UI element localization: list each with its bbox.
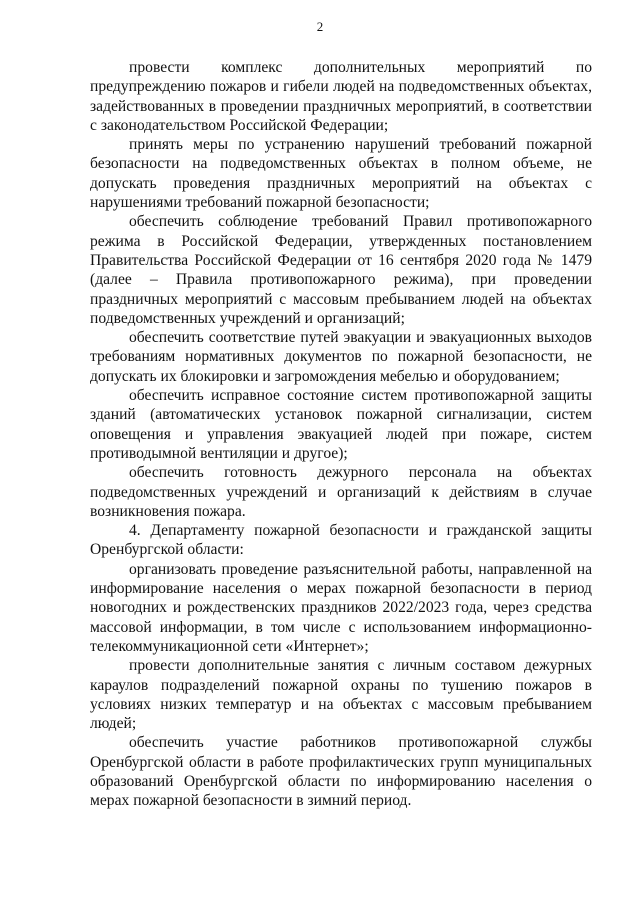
paragraph: обеспечить участие работников противопожарной службы Оренбургской области в работе профилактических групп муниципальных образований Оренбургской области по информированию населения о мерах пожарной безопасности в зимний период. — [90, 734, 592, 810]
document-body — [90, 58, 592, 811]
paragraph: обеспечить соблюдение требований Правил противопожарного режима в Российской Федерации, утвержденных постановлением Правительства Российской Федерации от 16 сентября 2020 года № 1479 (далее – Правила противопожарного режима), при проведении праздничных мероприятий с массовым пребыванием людей на объектах подведомственных учреждений и организаций; — [90, 213, 592, 327]
paragraph: организовать проведение разъяснительной работы, направленной на информирование населения о мерах пожарной безопасности в период новогодних и рождественских праздников 2022/2023 года, через средства массовой информации, в том числе с использованием информационно-телекоммуникационной сети «Интернет»; — [90, 560, 592, 655]
paragraph: провести дополнительные занятия с личным составом дежурных караулов подразделений пожарной охраны по тушению пожаров в условиях низких температур и на объектах с массовым пребыванием людей; — [90, 657, 592, 733]
paragraph: обеспечить готовность дежурного персонала на объектах подведомственных учреждений и организаций к действиям в случае возникновения пожара. — [90, 464, 592, 520]
paragraph: обеспечить исправное состояние систем противопожарной защиты зданий (автоматических установок пожарной сигнализации, систем оповещения и управления эвакуацией людей при пожаре, систем противодымной вентиляции и другое); — [90, 387, 592, 462]
paragraph: обеспечить соответствие путей эвакуации и эвакуационных выходов требованиям нормативных документов по пожарной безопасности, не допускать их блокировки и загромождения мебелью и оборудованием; — [90, 329, 592, 385]
page-number: 2 — [316, 19, 324, 34]
paragraph: принять меры по устранению нарушений требований пожарной безопасности на подведомственных объектах в полном объеме, не допускать проведения праздничных мероприятий на объектах с нарушениями требований пожарной безопасности; — [90, 136, 592, 212]
section-heading-paragraph: 4. Департаменту пожарной безопасности и гражданской защиты Оренбургской области: — [90, 522, 592, 559]
paragraph: провести комплекс дополнительных мероприятий по предупреждению пожаров и гибели людей на подведомственных объектах, задействованных в проведении праздничных мероприятий, в соответствии с законодательством Российской Федерации; — [90, 59, 592, 134]
